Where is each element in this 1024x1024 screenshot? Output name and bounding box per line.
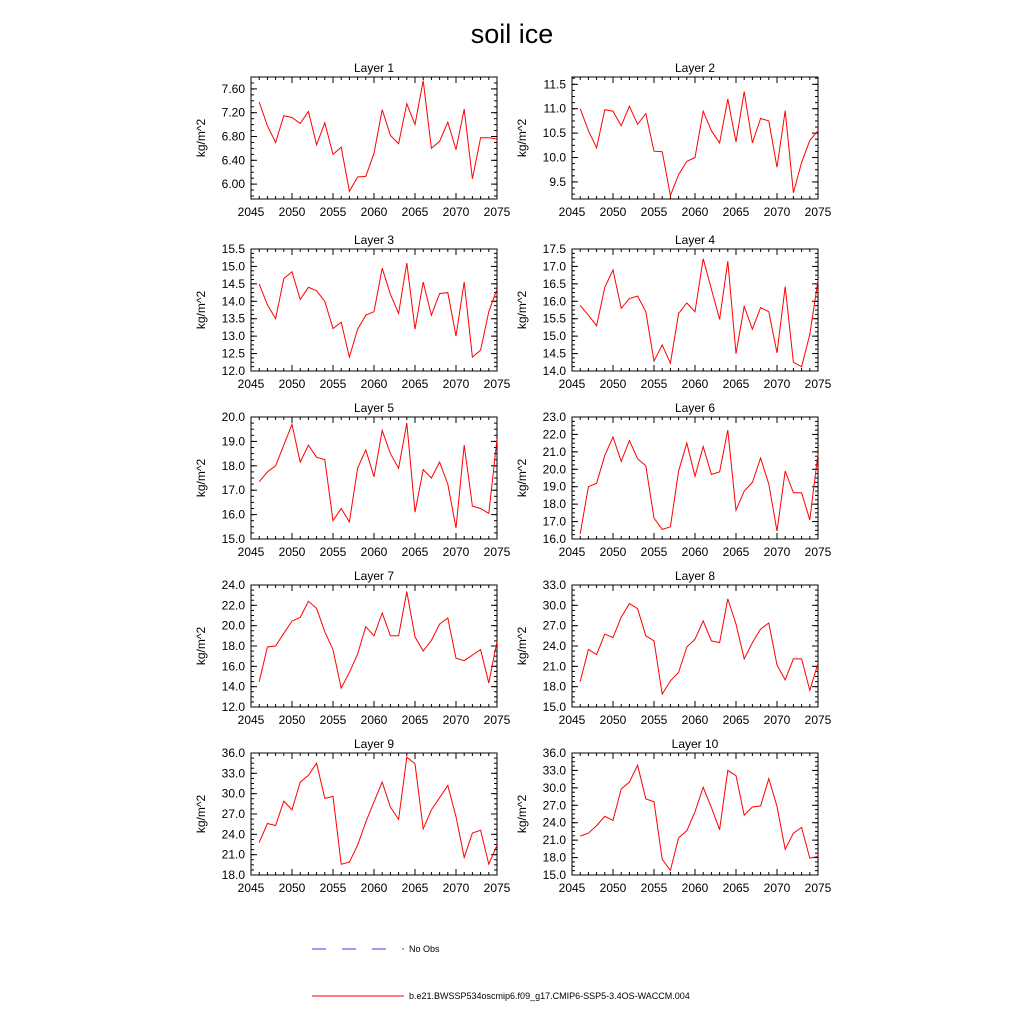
x-tick-label: 2055: [319, 713, 347, 727]
y-tick-label: 33.0: [542, 578, 566, 592]
x-tick-label: 2065: [722, 377, 750, 391]
y-tick-label: 14.0: [221, 294, 245, 309]
y-tick-label: 24.0: [542, 639, 566, 653]
y-tick-label: 36.0: [221, 746, 245, 760]
y-tick-label: 18.0: [221, 458, 245, 473]
panel-layer-5: [194, 401, 511, 559]
x-tick-label: 2075: [804, 377, 832, 391]
series-line: [259, 263, 497, 357]
y-tick-label: 19.0: [542, 479, 566, 494]
panel-title: Layer 9: [353, 737, 395, 751]
y-tick-label: 21.0: [221, 847, 245, 862]
y-tick-label: 6.80: [221, 129, 245, 144]
x-tick-label: 2070: [442, 377, 470, 391]
x-tick-label: 2045: [237, 545, 265, 559]
x-tick-label: 2070: [763, 713, 791, 727]
y-tick-label: 13.0: [221, 329, 245, 344]
y-tick-label: 15.0: [542, 329, 566, 344]
y-tick-label: 19.0: [221, 434, 245, 449]
x-tick-label: 2055: [319, 205, 347, 219]
y-axis-label: kg/m^2: [515, 626, 529, 666]
y-tick-label: 16.0: [221, 507, 245, 522]
series-line: [259, 757, 497, 864]
x-tick-label: 2050: [278, 713, 306, 727]
x-tick-label: 2065: [722, 713, 750, 727]
x-tick-label: 2065: [401, 377, 429, 391]
y-tick-label: 10.0: [542, 150, 566, 165]
x-tick-label: 2060: [681, 377, 709, 391]
panel-layer-9: [194, 737, 511, 895]
y-tick-label: 15.5: [221, 242, 245, 256]
y-tick-label: 17.0: [542, 259, 566, 274]
y-tick-label: 27.0: [542, 798, 566, 813]
y-tick-label: 17.5: [542, 242, 566, 256]
legend: [312, 944, 690, 1001]
x-tick-label: 2075: [483, 713, 511, 727]
x-tick-label: 2060: [681, 205, 709, 219]
x-tick-label: 2045: [237, 881, 265, 895]
plot-frame: [572, 585, 818, 707]
y-axis-label: kg/m^2: [194, 118, 208, 158]
x-tick-label: 2050: [278, 545, 306, 559]
x-tick-label: 2065: [722, 545, 750, 559]
panel-layer-4: [515, 233, 832, 391]
y-tick-label: 14.5: [542, 346, 566, 361]
y-tick-label: 7.20: [221, 105, 245, 120]
x-tick-label: 2065: [401, 545, 429, 559]
x-tick-label: 2070: [763, 205, 791, 219]
y-tick-label: 24.0: [221, 578, 245, 592]
panel-title: Layer 5: [353, 401, 395, 415]
series-line: [580, 430, 818, 534]
x-tick-label: 2055: [640, 713, 668, 727]
y-tick-label: 21.0: [542, 444, 566, 459]
legend-model-label: b.e21.BWSSP534oscmip6.f09_g17.CMIP6-SSP5-3.4OS-WACCM.004: [409, 991, 690, 1001]
y-tick-label: 17.0: [221, 483, 245, 498]
panel-layer-3: [194, 233, 511, 391]
y-tick-label: 7.60: [221, 81, 245, 96]
x-tick-label: 2070: [442, 713, 470, 727]
y-axis-label: kg/m^2: [194, 290, 208, 330]
y-tick-label: 11.0: [543, 101, 566, 116]
y-tick-label: 18.0: [221, 639, 245, 653]
x-tick-label: 2055: [640, 545, 668, 559]
x-tick-label: 2075: [483, 881, 511, 895]
y-tick-label: 16.0: [542, 294, 566, 309]
x-tick-label: 2055: [640, 881, 668, 895]
y-tick-label: 33.0: [542, 763, 566, 778]
series-line: [580, 259, 818, 367]
x-tick-label: 2075: [483, 545, 511, 559]
y-tick-label: 15.0: [542, 700, 566, 714]
x-tick-label: 2060: [681, 881, 709, 895]
y-tick-label: 27.0: [542, 618, 566, 633]
panel-title: Layer 6: [674, 401, 716, 415]
x-tick-label: 2045: [237, 713, 265, 727]
series-line: [259, 592, 497, 689]
x-tick-label: 2060: [360, 377, 388, 391]
y-tick-label: 30.0: [542, 780, 566, 795]
x-tick-label: 2065: [722, 881, 750, 895]
y-tick-label: 24.0: [221, 827, 245, 842]
panel-title: Layer 3: [353, 233, 395, 247]
x-tick-label: 2060: [360, 205, 388, 219]
x-tick-label: 2050: [278, 205, 306, 219]
series-line: [580, 92, 818, 196]
y-tick-label: 12.5: [221, 346, 245, 361]
plot-frame: [251, 77, 497, 199]
x-tick-label: 2065: [722, 205, 750, 219]
y-tick-label: 20.0: [221, 410, 245, 424]
series-line: [259, 423, 497, 528]
y-axis-label: kg/m^2: [194, 794, 208, 834]
y-tick-label: 15.0: [542, 868, 566, 882]
y-tick-label: 12.0: [221, 700, 245, 714]
x-tick-label: 2075: [483, 205, 511, 219]
y-tick-label: 6.40: [221, 153, 245, 168]
y-tick-label: 16.0: [542, 532, 566, 546]
x-tick-label: 2060: [681, 713, 709, 727]
y-tick-label: 17.0: [542, 514, 566, 529]
x-tick-label: 2065: [401, 881, 429, 895]
x-tick-label: 2060: [360, 881, 388, 895]
y-tick-label: 21.0: [542, 833, 566, 848]
x-tick-label: 2075: [804, 713, 832, 727]
x-tick-label: 2045: [558, 881, 586, 895]
y-tick-label: 30.0: [221, 786, 245, 801]
x-tick-label: 2055: [319, 545, 347, 559]
x-tick-label: 2060: [681, 545, 709, 559]
x-tick-label: 2060: [360, 545, 388, 559]
panel-title: Layer 7: [353, 569, 395, 583]
panels-group: [194, 61, 832, 895]
x-tick-label: 2050: [599, 545, 627, 559]
x-tick-label: 2050: [278, 377, 306, 391]
series-line: [580, 765, 818, 870]
plot-frame: [251, 585, 497, 707]
y-axis-label: kg/m^2: [194, 458, 208, 498]
x-tick-label: 2070: [442, 205, 470, 219]
y-tick-label: 13.5: [221, 311, 245, 326]
y-tick-label: 36.0: [542, 746, 566, 760]
x-tick-label: 2050: [599, 205, 627, 219]
y-tick-label: 20.0: [221, 618, 245, 633]
x-tick-label: 2045: [558, 377, 586, 391]
series-line: [259, 81, 497, 192]
y-tick-label: 12.0: [221, 364, 245, 378]
y-axis-label: kg/m^2: [515, 794, 529, 834]
y-tick-label: 15.0: [221, 259, 245, 274]
x-tick-label: 2070: [442, 545, 470, 559]
x-tick-label: 2075: [804, 545, 832, 559]
y-tick-label: 20.0: [542, 462, 566, 477]
y-tick-label: 15.0: [221, 532, 245, 546]
y-tick-label: 9.5: [549, 174, 566, 189]
x-tick-label: 2045: [237, 205, 265, 219]
y-tick-label: 23.0: [542, 410, 566, 424]
legend-no-obs-label: No Obs: [409, 944, 440, 954]
x-tick-label: 2070: [763, 377, 791, 391]
x-tick-label: 2050: [599, 713, 627, 727]
x-tick-label: 2050: [599, 881, 627, 895]
y-axis-label: kg/m^2: [515, 290, 529, 330]
y-tick-label: 14.0: [542, 364, 566, 378]
panel-layer-10: [515, 737, 832, 895]
x-tick-label: 2065: [401, 205, 429, 219]
x-tick-label: 2045: [558, 545, 586, 559]
figure-title: soil ice: [470, 19, 554, 49]
y-tick-label: 16.5: [542, 276, 566, 291]
y-tick-label: 15.5: [542, 311, 566, 326]
y-tick-label: 18.0: [542, 850, 566, 865]
x-tick-label: 2075: [804, 881, 832, 895]
y-tick-label: 33.0: [221, 766, 245, 781]
panel-title: Layer 8: [674, 569, 716, 583]
panel-layer-7: [194, 569, 511, 727]
x-tick-label: 2050: [278, 881, 306, 895]
x-tick-label: 2070: [763, 881, 791, 895]
y-tick-label: 22.0: [221, 598, 245, 613]
x-tick-label: 2050: [599, 377, 627, 391]
y-tick-label: 18.0: [221, 868, 245, 882]
x-tick-label: 2070: [763, 545, 791, 559]
x-tick-label: 2055: [640, 377, 668, 391]
y-axis-label: kg/m^2: [515, 118, 529, 158]
x-tick-label: 2060: [360, 713, 388, 727]
x-tick-label: 2055: [640, 205, 668, 219]
panel-title: Layer 1: [353, 61, 395, 75]
plot-frame: [251, 753, 497, 875]
y-tick-label: 18.0: [542, 497, 566, 512]
y-tick-label: 16.0: [221, 659, 245, 674]
x-tick-label: 2045: [237, 377, 265, 391]
y-tick-label: 6.00: [221, 177, 245, 192]
x-tick-label: 2070: [442, 881, 470, 895]
panel-layer-8: [515, 569, 832, 727]
x-tick-label: 2055: [319, 881, 347, 895]
y-tick-label: 30.0: [542, 598, 566, 613]
y-tick-label: 22.0: [542, 427, 566, 442]
x-tick-label: 2075: [804, 205, 832, 219]
panel-title: Layer 10: [671, 737, 719, 751]
x-tick-label: 2055: [319, 377, 347, 391]
x-tick-label: 2045: [558, 713, 586, 727]
panel-title: Layer 2: [674, 61, 716, 75]
panel-layer-6: [515, 401, 832, 559]
series-line: [580, 599, 818, 694]
y-tick-label: 18.0: [542, 679, 566, 694]
y-tick-label: 24.0: [542, 815, 566, 830]
y-tick-label: 21.0: [542, 659, 566, 674]
y-tick-label: 10.5: [542, 126, 566, 141]
plot-frame: [572, 753, 818, 875]
y-tick-label: 11.5: [543, 77, 566, 92]
y-tick-label: 27.0: [221, 807, 245, 821]
y-axis-label: kg/m^2: [515, 458, 529, 498]
panel-layer-1: [194, 61, 511, 219]
x-tick-label: 2075: [483, 377, 511, 391]
y-tick-label: 14.5: [221, 276, 245, 291]
y-tick-label: 14.0: [221, 679, 245, 694]
y-axis-label: kg/m^2: [194, 626, 208, 666]
panel-title: Layer 4: [674, 233, 716, 247]
x-tick-label: 2065: [401, 713, 429, 727]
panel-layer-2: [515, 61, 832, 219]
x-tick-label: 2045: [558, 205, 586, 219]
